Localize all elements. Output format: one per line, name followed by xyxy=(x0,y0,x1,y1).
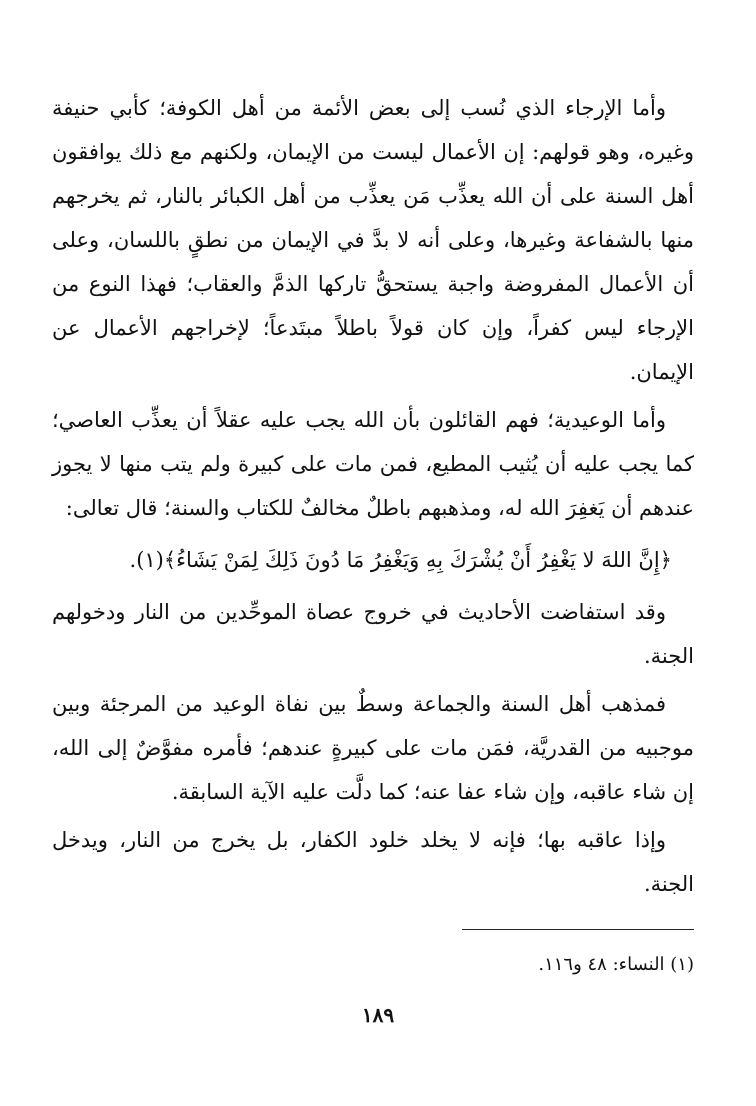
paragraph-irja: وأما الإرجاء الذي نُسب إلى بعض الأئمة من أهل الكوفة؛ كأبي حنيفة وغيره، وهو قولهم: إن الأعمال ليست من الإيمان، ولكنهم مع ذلك يوافقون أهل السنة على أن الله يعذِّب مَن يعذِّب من أهل الكبائر بالنار، ثم يخرجهم منها بالشفاعة وغيرها، وعلى أنه لا بدَّ في الإيمان من نطقٍ باللسان، وعلى أن الأعمال المفروضة واجبة يستحقُّ تاركها الذمَّ والعقاب؛ فهذا النوع من الإرجاء ليس كفراً، وإن كان قولاً باطلاً مبتَدعاً؛ لإخراجهم الأعمال عن الإيمان. xyxy=(52,96,694,384)
main-text xyxy=(52,86,694,906)
footnote-divider xyxy=(462,929,694,930)
paragraph-waidiyya: وأما الوعيدية؛ فهم القائلون بأن الله يجب عليه عقلاً أن يعذِّب العاصي؛ كما يجب عليه أن يُثيب المطيع، فمن مات على كبيرة ولم يتب منها لا يجوز عندهم أن يَغفِرَ الله له، ومذهبهم باطلٌ مخالفٌ للكتاب والسنة؛ قال تعالى: xyxy=(52,408,694,520)
paragraph-conclusion: وإذا عاقبه بها؛ فإنه لا يخلد خلود الكفار، بل يخرج من النار، ويدخل الجنة. xyxy=(52,828,694,896)
paragraph-hadith: وقد استفاضت الأحاديث في خروج عصاة الموحِّدين من النار ودخولهم الجنة. xyxy=(52,600,694,668)
quran-verse: ﴿إِنَّ اللهَ لا يَغْفِرُ أَنْ يُشْرَكَ بِهِ وَيَغْفِرُ مَا دُونَ ذَلِكَ لِمَنْ يَشَاءُ﴾(١). xyxy=(129,548,672,572)
paragraph-ahl-sunnah: فمذهب أهل السنة والجماعة وسطٌ بين نفاة الوعيد من المرجئة وبين موجبيه من القدريَّة، فمَن مات على كبيرةٍ عندهم؛ فأمره مفوَّضٌ إلى الله، إن شاء عاقبه، وإن شاء عفا عنه؛ كما دلَّت عليه الآية السابقة. xyxy=(52,692,694,804)
page-number: ١٨٩ xyxy=(361,1003,395,1027)
footnote: (١) النساء: ٤٨ و١١٦. xyxy=(538,954,694,975)
